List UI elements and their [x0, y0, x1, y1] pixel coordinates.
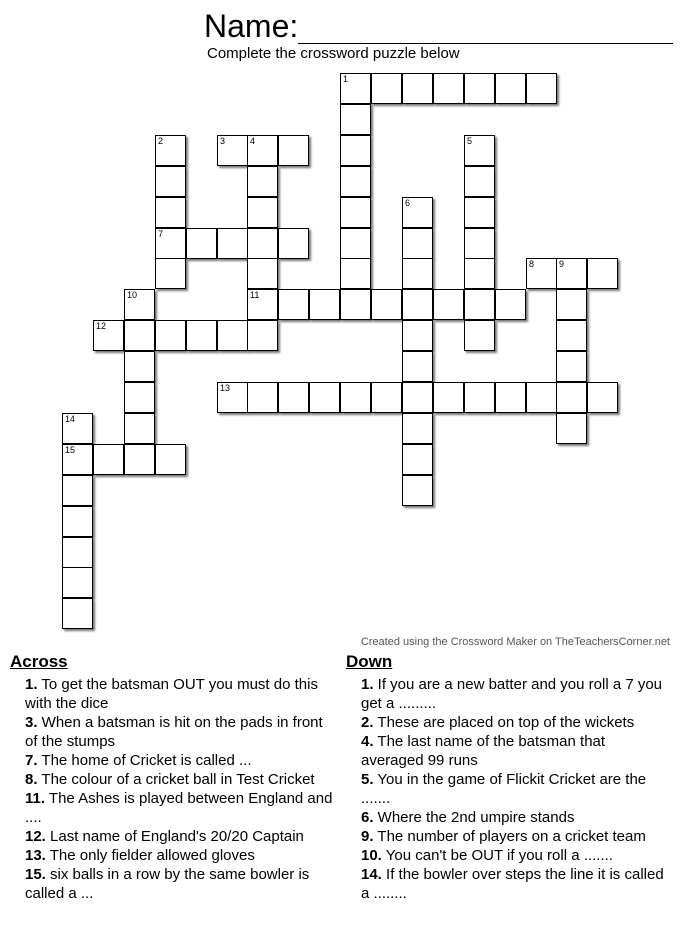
- crossword-cell[interactable]: [62, 598, 93, 629]
- crossword-cell[interactable]: [247, 228, 278, 259]
- clue-number: 1.: [361, 676, 374, 693]
- crossword-cell[interactable]: [464, 166, 495, 197]
- crossword-cell[interactable]: [402, 289, 433, 320]
- crossword-cell[interactable]: [464, 135, 495, 166]
- crossword-cell[interactable]: [247, 258, 278, 289]
- down-heading: Down: [346, 652, 393, 671]
- clue-text: The last name of the batsman that averaged 99 runs: [361, 733, 606, 769]
- crossword-cell[interactable]: [556, 320, 587, 351]
- instructions: Complete the crossword puzzle below: [207, 45, 460, 62]
- clue-text: The only fielder allowed gloves: [45, 847, 255, 864]
- across-clue: [10, 789, 335, 827]
- crossword-cell[interactable]: [217, 228, 248, 259]
- clue-number: 5.: [361, 771, 374, 788]
- down-clue: [346, 713, 671, 732]
- across-clue: [10, 675, 335, 713]
- crossword-cell[interactable]: [464, 197, 495, 228]
- across-heading: Across: [10, 652, 68, 671]
- across-clue-list: [10, 675, 335, 903]
- clue-number: 10.: [361, 847, 382, 864]
- crossword-cell[interactable]: [556, 413, 587, 444]
- crossword-cell[interactable]: [309, 382, 340, 413]
- crossword-cell[interactable]: [155, 228, 186, 259]
- clue-text: You can't be OUT if you roll a .......: [381, 847, 613, 864]
- clue-text: The home of Cricket is called ...: [37, 752, 252, 769]
- cell-number: 1: [343, 74, 349, 84]
- crossword-cell[interactable]: [402, 351, 433, 382]
- across-clues: [10, 652, 335, 903]
- down-clue: [346, 770, 671, 808]
- crossword-cell[interactable]: [155, 258, 186, 289]
- cell-number: 3: [220, 136, 226, 146]
- crossword-cell[interactable]: [124, 320, 155, 351]
- clue-text: You in the game of Flickit Cricket are the .......: [361, 771, 647, 807]
- crossword-cell[interactable]: [217, 382, 248, 413]
- crossword-cell[interactable]: [464, 289, 495, 320]
- crossword-cell[interactable]: [155, 166, 186, 197]
- down-clues: [346, 652, 671, 903]
- clue-text: The Ashes is played between England and ....: [25, 790, 333, 826]
- clue-text: If you are a new batter and you roll a 7 you get a .........: [361, 676, 663, 712]
- clue-number: 9.: [361, 828, 374, 845]
- crossword-cell[interactable]: [309, 289, 340, 320]
- cell-number: 8: [529, 259, 535, 269]
- crossword-cell[interactable]: [526, 382, 557, 413]
- crossword-cell[interactable]: [186, 228, 217, 259]
- crossword-cell[interactable]: [340, 197, 371, 228]
- crossword-cell[interactable]: [464, 73, 495, 104]
- crossword-cell[interactable]: [556, 289, 587, 320]
- crossword-cell[interactable]: [93, 444, 124, 475]
- cell-number: 10: [127, 290, 138, 300]
- crossword-cell[interactable]: [124, 289, 155, 320]
- crossword-cell[interactable]: [402, 258, 433, 289]
- down-clue: [346, 865, 671, 903]
- clue-number: 2.: [361, 714, 374, 731]
- cell-number: 14: [65, 414, 76, 424]
- clue-text: To get the batsman OUT you must do this with the dice: [25, 676, 318, 712]
- clue-number: 3.: [25, 714, 38, 731]
- crossword-cell[interactable]: [340, 135, 371, 166]
- across-clue: [10, 770, 335, 789]
- crossword-cell[interactable]: [217, 320, 248, 351]
- clue-number: 4.: [361, 733, 374, 750]
- cell-number: 6: [405, 198, 411, 208]
- clue-text: Where the 2nd umpire stands: [373, 809, 575, 826]
- clue-number: 1.: [25, 676, 38, 693]
- crossword-cell[interactable]: [402, 475, 433, 506]
- crossword-cell[interactable]: [62, 506, 93, 537]
- crossword-cell[interactable]: [340, 289, 371, 320]
- clue-text: six balls in a row by the same bowler is called a ...: [25, 866, 310, 902]
- cell-number: 12: [96, 321, 107, 331]
- crossword-cell[interactable]: [247, 166, 278, 197]
- crossword-cell[interactable]: [402, 413, 433, 444]
- crossword-cell[interactable]: [278, 382, 309, 413]
- clue-text: The colour of a cricket ball in Test Cricket: [37, 771, 315, 788]
- crossword-cell[interactable]: [587, 258, 618, 289]
- crossword-cell[interactable]: [247, 135, 278, 166]
- crossword-cell[interactable]: [464, 228, 495, 259]
- crossword-cell[interactable]: [247, 320, 278, 351]
- crossword-cell[interactable]: [186, 320, 217, 351]
- crossword-cell[interactable]: [62, 537, 93, 568]
- crossword-cell[interactable]: [464, 320, 495, 351]
- crossword-cell[interactable]: [340, 382, 371, 413]
- crossword-cell[interactable]: [124, 444, 155, 475]
- crossword-cell[interactable]: [371, 382, 402, 413]
- crossword-cell[interactable]: [62, 444, 93, 475]
- crossword-cell[interactable]: [62, 413, 93, 444]
- crossword-cell[interactable]: [124, 351, 155, 382]
- crossword-cell[interactable]: [340, 104, 371, 135]
- crossword-cell[interactable]: [247, 197, 278, 228]
- clue-text: These are placed on top of the wickets: [373, 714, 635, 731]
- crossword-cell[interactable]: [278, 289, 309, 320]
- crossword-cell[interactable]: [278, 135, 309, 166]
- crossword-cell[interactable]: [402, 197, 433, 228]
- cell-number: 11: [250, 290, 260, 300]
- across-clue: [10, 713, 335, 751]
- clue-number: 15.: [25, 866, 46, 883]
- crossword-cell[interactable]: [155, 135, 186, 166]
- clue-text: If the bowler over steps the line it is called a ........: [361, 866, 664, 902]
- crossword-cell[interactable]: [340, 228, 371, 259]
- clue-text: When a batsman is hit on the pads in front of the stumps: [25, 714, 323, 750]
- crossword-cell[interactable]: [62, 475, 93, 506]
- crossword-cell[interactable]: [464, 258, 495, 289]
- credit-text: Created using the Crossword Maker on TheTeachersCorner.net: [360, 636, 670, 648]
- crossword-cell[interactable]: [340, 258, 371, 289]
- crossword-cell[interactable]: [217, 135, 248, 166]
- down-clue: [346, 846, 671, 865]
- crossword-cell[interactable]: [278, 228, 309, 259]
- across-clue: [10, 827, 335, 846]
- across-clue: [10, 751, 335, 770]
- crossword-cell[interactable]: [402, 228, 433, 259]
- cell-number: 4: [250, 136, 256, 146]
- crossword-cell[interactable]: [340, 166, 371, 197]
- crossword-cell[interactable]: [464, 382, 495, 413]
- crossword-cell[interactable]: [526, 73, 557, 104]
- clue-number: 7.: [25, 752, 38, 769]
- crossword-cell[interactable]: [433, 73, 464, 104]
- crossword-cell[interactable]: [402, 444, 433, 475]
- crossword-cell[interactable]: [247, 289, 278, 320]
- crossword-cell[interactable]: [495, 73, 526, 104]
- crossword-cell[interactable]: [371, 73, 402, 104]
- crossword-cell[interactable]: [124, 413, 155, 444]
- crossword-cell[interactable]: [402, 73, 433, 104]
- clue-number: 8.: [25, 771, 38, 788]
- crossword-cell[interactable]: [62, 567, 93, 598]
- crossword-cell[interactable]: [155, 197, 186, 228]
- crossword-cell[interactable]: [433, 289, 464, 320]
- down-clue: [346, 732, 671, 770]
- clue-number: 13.: [25, 847, 46, 864]
- crossword-cell[interactable]: [247, 382, 278, 413]
- crossword-cell[interactable]: [556, 258, 587, 289]
- crossword-cell[interactable]: [402, 320, 433, 351]
- clue-number: 11.: [25, 790, 46, 807]
- down-clue: [346, 675, 671, 713]
- clue-text: The number of players on a cricket team: [373, 828, 646, 845]
- across-clue: [10, 846, 335, 865]
- cell-number: 2: [158, 136, 164, 146]
- crossword-cell[interactable]: [587, 382, 618, 413]
- cell-number: 13: [220, 383, 231, 393]
- down-clue: [346, 827, 671, 846]
- crossword-cell[interactable]: [556, 351, 587, 382]
- down-clue-list: [346, 675, 671, 903]
- crossword-cell[interactable]: [93, 320, 124, 351]
- crossword-cell[interactable]: [402, 382, 433, 413]
- clue-number: 6.: [361, 809, 374, 826]
- down-clue: [346, 808, 671, 827]
- crossword-cell[interactable]: [371, 289, 402, 320]
- crossword-cell[interactable]: [155, 444, 186, 475]
- crossword-cell[interactable]: [433, 382, 464, 413]
- crossword-cell[interactable]: [124, 382, 155, 413]
- cell-number: 9: [559, 259, 565, 269]
- cell-number: 15: [65, 445, 76, 455]
- crossword-cell[interactable]: [155, 320, 186, 351]
- crossword-cell[interactable]: [556, 382, 587, 413]
- cell-number: 5: [467, 136, 473, 146]
- clue-number: 14.: [361, 866, 382, 883]
- crossword-cell[interactable]: [526, 258, 557, 289]
- across-clue: [10, 865, 335, 903]
- crossword-cell[interactable]: [495, 289, 526, 320]
- clue-text: Last name of England's 20/20 Captain: [45, 828, 304, 845]
- crossword-cell[interactable]: [340, 73, 371, 104]
- clue-number: 12.: [25, 828, 46, 845]
- cell-number: 7: [158, 229, 164, 239]
- crossword-cell[interactable]: [495, 382, 526, 413]
- name-label: Name:: [204, 8, 299, 44]
